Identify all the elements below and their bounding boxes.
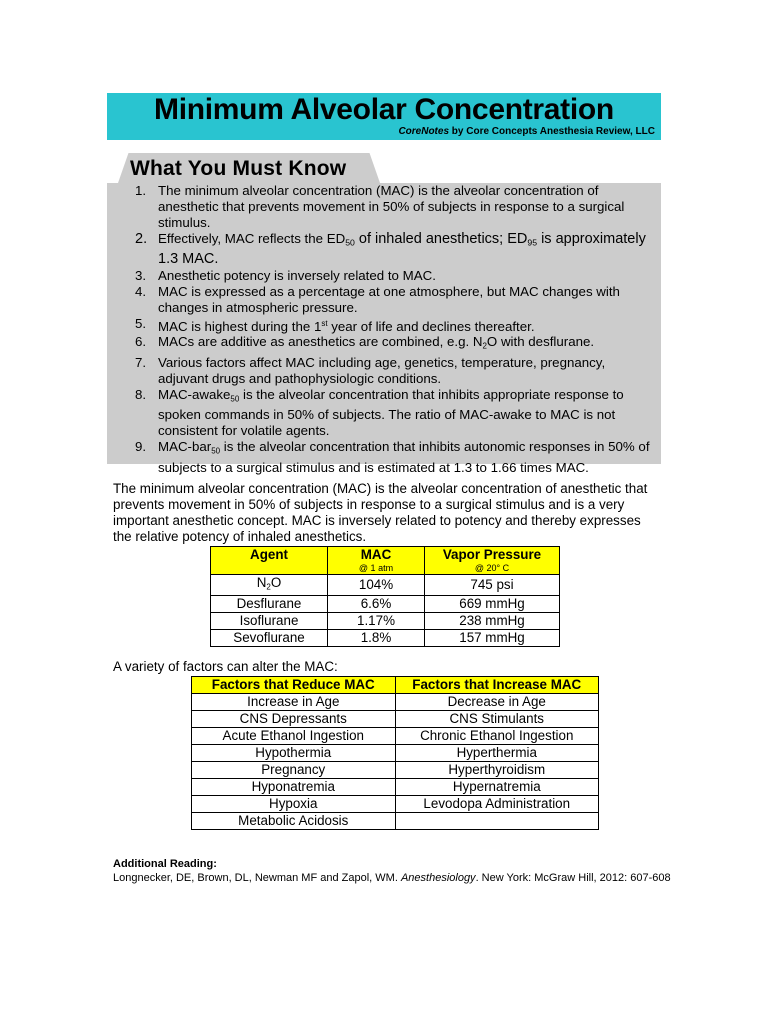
must-know-item: 6. MACs are additive as anesthetics are combined, e.g. $N_2O$ with desflurane. (135, 334, 595, 351)
table-row (192, 694, 599, 711)
table-row (211, 596, 560, 613)
list-number: 1. (135, 183, 147, 198)
page-subtitle (398, 126, 655, 137)
mac-cell: 104% (328, 575, 425, 596)
reduce-factor-cell: Hypothermia (192, 745, 396, 762)
list-number: 4. (135, 283, 147, 299)
agent-cell: Desflurane (211, 596, 328, 613)
subtitle-publisher: by Core Concepts Anesthesia Review, LLC (449, 126, 655, 137)
increase-factor-cell: Levodopa Administration (395, 796, 599, 813)
mac-col-vapor: Vapor Pressure @ 20° C (425, 547, 560, 575)
table-row (211, 613, 560, 630)
factors-reduce-header: Factors that Reduce MAC (192, 677, 396, 694)
table-row (211, 630, 560, 647)
additional-reading (113, 857, 673, 885)
mac-cell: 1.17% (328, 613, 425, 630)
mac-col-agent: Agent (211, 547, 328, 575)
vapor-cell: 157 mmHg (425, 630, 560, 647)
vapor-cell: 669 mmHg (425, 596, 560, 613)
list-number: 7. (135, 354, 147, 370)
table-row (192, 728, 599, 745)
must-know-item: 1. The minimum alveolar concentration (MAC) is the alveolar concentration of anesthetic that prevents movement in 50% of subjects in response to a surgical stimulus. (135, 183, 625, 230)
factors-intro: A variety of factors can alter the MAC: (113, 659, 338, 674)
table-row (192, 813, 599, 830)
must-know-item: 2. Effectively, MAC reflects the $ED_{50}$ of inhaled anesthetics; $ED_{95}$ is approximately 1.3 MAC. (135, 231, 646, 268)
reading-label: Additional Reading: (113, 858, 217, 870)
reading-citation: Longnecker, DE, Brown, DL, Newman MF and Zapol, WM. Anesthesiology. New York: McGraw Hill, 2012: 607-608 (113, 872, 671, 884)
list-number: 9. (135, 439, 147, 455)
list-number: 8. (135, 386, 147, 402)
table-row (192, 779, 599, 796)
table-row (211, 575, 560, 596)
must-know-item: 7. Various factors affect MAC including age, genetics, temperature, pregnancy, adjuvant drugs and pathophysiologic conditions. (135, 354, 606, 386)
page-title: Minimum Alveolar Concentration (154, 93, 614, 126)
vapor-cell: 238 mmHg (425, 613, 560, 630)
mac-col-mac: MAC @ 1 atm (328, 547, 425, 575)
reduce-factor-cell: Metabolic Acidosis (192, 813, 396, 830)
table-row (192, 711, 599, 728)
must-know-item: 8. MAC-awake$_{50}$ is the alveolar concentration that inhibits appropriate response to spoken commands in 50% of subjects. The ratio of MAC-awake to MAC is not consistent for volatile agents. (135, 386, 624, 439)
table-row (192, 762, 599, 779)
increase-factor-cell: Decrease in Age (395, 694, 599, 711)
table-row (192, 745, 599, 762)
factors-header-row (192, 677, 599, 694)
mac-cell: 1.8% (328, 630, 425, 647)
must-know-heading: What You Must Know (130, 157, 347, 180)
mac-cell: 6.6% (328, 596, 425, 613)
agent-cell: Isoflurane (211, 613, 328, 630)
must-know-item: 4. MAC is expressed as a percentage at one atmosphere, but MAC changes with changes in atmospheric pressure. (135, 283, 620, 315)
list-number: 5. (135, 315, 147, 331)
must-know-item: 3. Anesthetic potency is inversely related to MAC. (135, 267, 436, 283)
mac-table-header-row (211, 547, 560, 575)
reduce-factor-cell: Hypoxia (192, 796, 396, 813)
increase-factor-cell: Chronic Ethanol Ingestion (395, 728, 599, 745)
title-banner (107, 93, 661, 140)
mac-table (210, 546, 560, 647)
must-know-item: 5. MAC is highest during the 1st year of life and declines thereafter. (135, 315, 535, 334)
increase-factor-cell: Hyperthermia (395, 745, 599, 762)
agent-cell: Sevoflurane (211, 630, 328, 647)
increase-factor-cell: Hypernatremia (395, 779, 599, 796)
must-know-list (107, 183, 661, 476)
reduce-factor-cell: Hyponatremia (192, 779, 396, 796)
reduce-factor-cell: Increase in Age (192, 694, 396, 711)
list-number: 6. (135, 334, 147, 350)
table-row (192, 796, 599, 813)
vapor-cell: 745 psi (425, 575, 560, 596)
list-number: 3. (135, 267, 147, 283)
subtitle-brand: CoreNotes (398, 126, 450, 137)
mac-paragraph: The minimum alveolar concentration (MAC) is the alveolar concentration of anesthetic that prevents movement in 50% of subjects in response to a surgical stimulus and is a very important anesthetic concept. MAC is inversely related to potency and thereby expresses the relative potency of inhaled anesthetics. (113, 481, 648, 544)
factors-increase-header: Factors that Increase MAC (395, 677, 599, 694)
reduce-factor-cell: CNS Depressants (192, 711, 396, 728)
list-number: 2. (135, 231, 148, 247)
increase-factor-cell: CNS Stimulants (395, 711, 599, 728)
increase-factor-cell (395, 813, 599, 830)
reduce-factor-cell: Acute Ethanol Ingestion (192, 728, 396, 745)
factors-table (191, 676, 599, 830)
reduce-factor-cell: Pregnancy (192, 762, 396, 779)
must-know-item: 9. MAC-bar$_{50}$ is the alveolar concentration that inhibits autonomic responses in 50% of subjects to a surgical stimulus and is estimated at 1.3 to 1.66 times MAC. (135, 439, 650, 475)
agent-cell: $N_2O$ (211, 575, 328, 596)
increase-factor-cell: Hyperthyroidism (395, 762, 599, 779)
